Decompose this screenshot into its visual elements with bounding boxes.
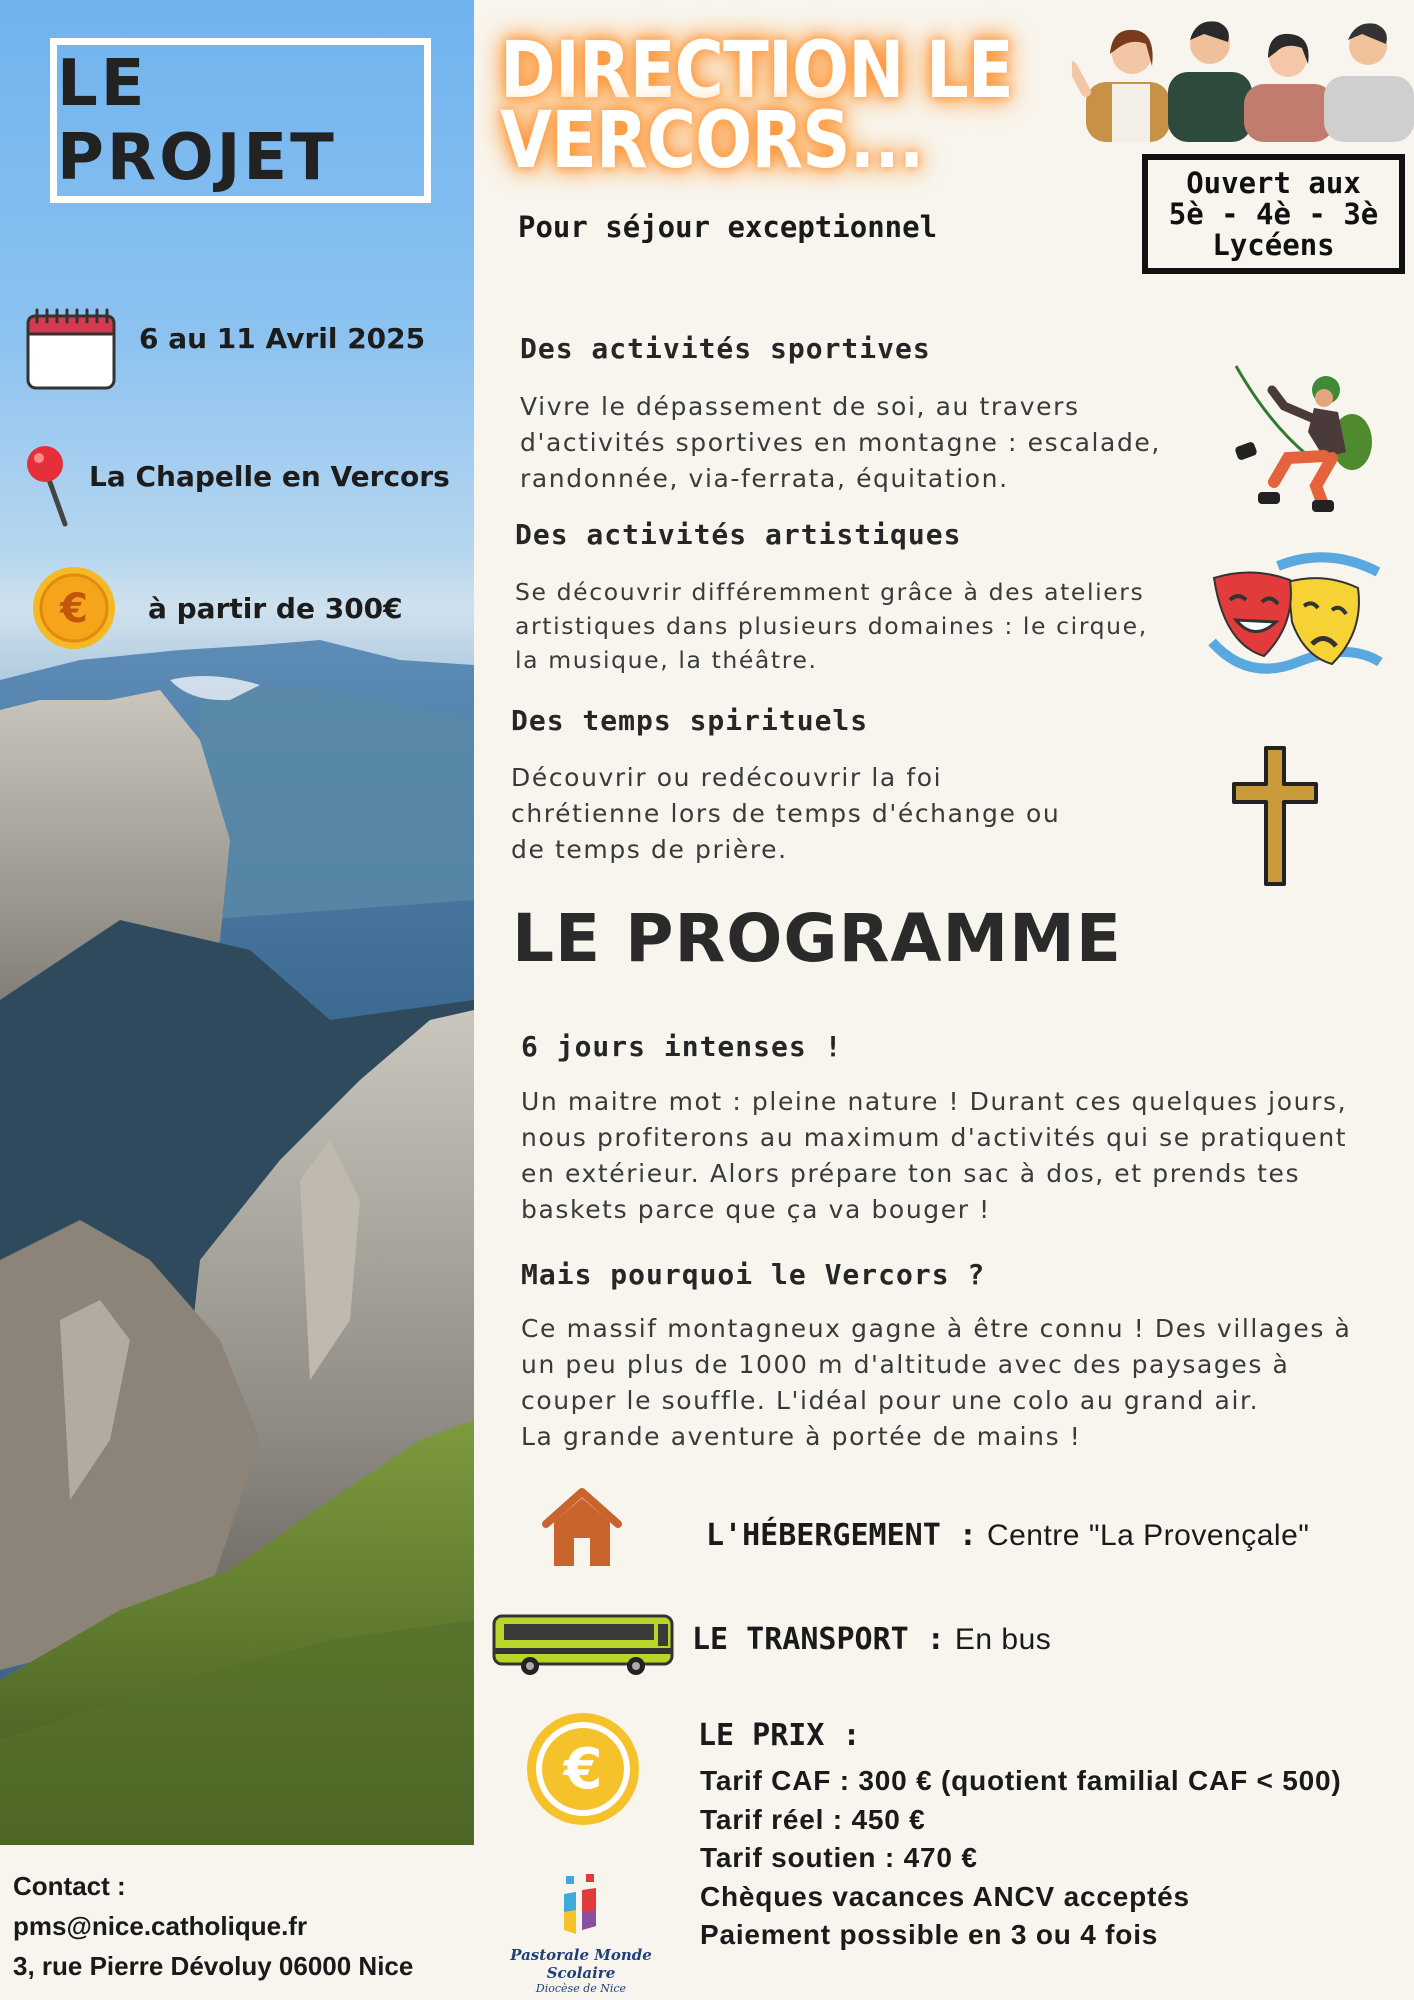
programme-text-1 [521,1084,1347,1228]
date-text: 6 au 11 Avril 2025 [139,321,426,355]
transport-label: LE TRANSPORT : [692,1622,945,1657]
main-title [500,26,1013,186]
main-title-line1: DIRECTION LE [500,26,1013,116]
calendar-icon [25,308,117,390]
project-title-box [50,38,431,203]
sport-line: Vivre le dépassement de soi, au travers [520,392,1080,421]
pms-logo-sub: Diocèse de Nice [535,1982,627,1995]
sport-line: randonnée, via-ferrata, équitation. [520,464,1009,493]
spiritual-text [511,760,1060,868]
audience-box [1142,154,1405,274]
contact-email[interactable]: pms@nice.catholique.fr [13,1911,308,1941]
euro-coin-large-icon [526,1712,640,1826]
programme-line: nous profiterons au maximum d'activités qui se pratiquent [521,1123,1348,1152]
audience-line3: Lycéens [1212,227,1335,262]
date-row [25,308,425,390]
art-line: la musique, la théâtre. [515,646,818,674]
main-title-line2: VERCORS... [500,96,924,186]
art-text [515,575,1148,677]
teens-group-illustration [1072,14,1414,142]
project-title: LE PROJET [57,46,337,195]
pms-logo-name: Pastorale Monde Scolaire [510,1946,652,1982]
transport-value: En bus [954,1623,1052,1656]
transport-row [692,1622,1051,1657]
price-row [32,566,403,650]
lodging-value: Centre "La Provençale" [986,1519,1310,1552]
house-icon [540,1486,624,1568]
pms-logo-mark-icon [556,1872,606,1938]
cross-icon [1230,744,1320,888]
art-line: artistiques dans plusieurs domaines : le cirque, [515,612,1148,640]
programme-line: Un maitre mot : pleine nature ! Durant ces quelques jours, [521,1087,1348,1116]
map-pin-icon [25,444,73,528]
programme-line: Ce massif montagneux gagne à être connu ! Des villages à [521,1314,1352,1343]
price-list [700,1762,1342,1955]
audience-line1: Ouvert aux [1186,165,1361,200]
programme-line: en extérieur. Alors prépare ton sac à dos, et prends tes [521,1159,1301,1188]
programme-heading-2: Mais pourquoi le Vercors ? [521,1258,986,1291]
lodging-row [706,1518,1309,1553]
price-line: Tarif soutien : 470 € [700,1842,978,1873]
price-line: Tarif CAF : 300 € (quotient familial CAF < 500) [700,1765,1342,1796]
art-line: Se découvrir différemment grâce à des ateliers [515,578,1145,606]
theatre-masks-icon [1208,552,1384,684]
svg-text:€: € [563,1737,603,1802]
spiritual-line: chrétienne lors de temps d'échange ou [511,799,1061,828]
programme-line: un peu plus de 1000 m d'altitude avec des paysages à [521,1350,1290,1379]
euro-coin-icon [32,566,116,650]
price-from-text: à partir de 300€ [148,591,403,625]
climber-icon [1228,362,1374,512]
programme-text-2 [521,1311,1351,1455]
left-panel [0,0,474,1845]
bus-icon [490,1610,676,1678]
svg-text:€: € [60,586,88,632]
price-line: Tarif réel : 450 € [700,1803,926,1835]
lodging-label: L'HÉBERGEMENT : [706,1518,977,1553]
spiritual-line: Découvrir ou redécouvrir la foi [511,763,943,792]
location-row [25,444,450,528]
sport-heading: Des activités sportives [520,332,931,365]
art-heading: Des activités artistiques [515,518,962,551]
price-heading: LE PRIX : [698,1718,861,1753]
spiritual-heading: Des temps spirituels [511,704,869,737]
sport-line: d'activités sportives en montagne : escalade, [520,428,1161,457]
programme-line: baskets parce que ça va bouger ! [521,1195,991,1224]
programme-heading-1: 6 jours intenses ! [521,1030,843,1063]
audience-line2: 5è - 4è - 3è [1168,196,1379,231]
programme-title: LE PROGRAMME [512,900,1122,977]
mountain-landscape [0,620,474,1845]
spiritual-line: de temps de prière. [511,835,788,864]
price-line: Chèques vacances ANCV acceptés [700,1880,1190,1912]
contact-label: Contact : [13,1871,126,1901]
price-line: Paiement possible en 3 ou 4 fois [700,1919,1159,1950]
programme-line: La grande aventure à portée de mains ! [521,1422,1082,1451]
contact-block [13,1866,413,1986]
subtitle: Pour séjour exceptionnel [518,210,938,244]
programme-line: couper le souffle. L'idéal pour une colo au grand air. [521,1386,1260,1415]
sport-text [520,389,1161,497]
location-text: La Chapelle en Vercors [89,459,450,493]
contact-address: 3, rue Pierre Dévoluy 06000 Nice [13,1951,414,1981]
pms-logo [486,1872,676,1995]
